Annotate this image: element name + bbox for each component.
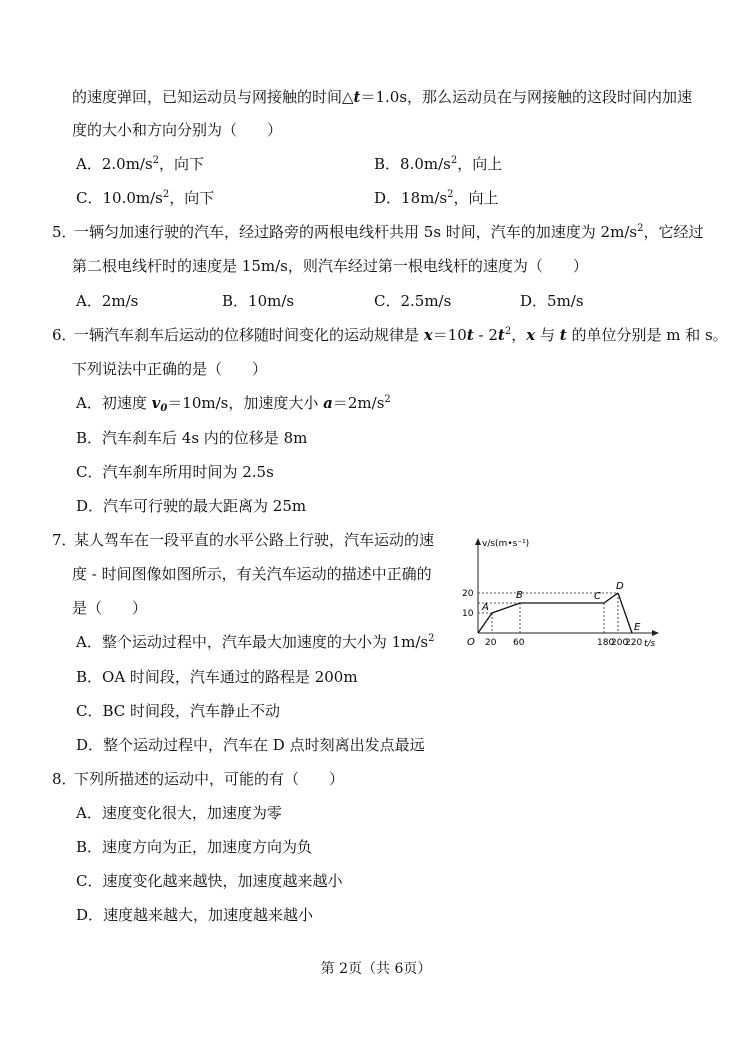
- point-label: E: [634, 622, 641, 633]
- q6-option-c[interactable]: C．汽车刹车所用时间为 2.5s: [76, 463, 274, 481]
- x-tick-label: 180: [597, 638, 615, 648]
- x-tick-label: 20: [485, 638, 497, 648]
- q6-text-line1: 6．一辆汽车刹车后运动的位移随时间变化的运动规律是 $x=10t - 2t^2$，x 与 t 的单位分别是 m 和 s。: [52, 326, 728, 344]
- q8-text-line1: 8．下列所描述的运动中，可能的有（ ）: [52, 770, 345, 788]
- point-label: C: [594, 591, 601, 602]
- q7-option-a[interactable]: A．整个运动过程中，汽车最大加速度的大小为 $1m/s^2$: [76, 633, 435, 651]
- x-tick-label: 60: [513, 638, 525, 648]
- origin-label: O: [467, 637, 475, 648]
- q6-option-a[interactable]: A．初速度 $v_0=10m/s$，加速度大小 $a=2m/s^2$: [76, 394, 391, 414]
- series-segment: [618, 593, 632, 633]
- q4-text-line2: 度的大小和方向分别为（ ）: [72, 121, 283, 139]
- q7-option-c[interactable]: C．BC 时间段，汽车静止不动: [76, 702, 281, 720]
- q6-option-d[interactable]: D．汽车可行驶的最大距离为 25m: [76, 497, 307, 515]
- vt-graph: [460, 528, 660, 656]
- y-axis-label: v/s(m•s⁻¹): [482, 539, 530, 549]
- x-axis-label: t/s: [644, 639, 656, 649]
- q5-text-line2: 第二根电线杆时的速度是 15m/s，则汽车经过第一根电线杆的速度为（ ）: [72, 257, 588, 275]
- q4-option-c[interactable]: C．$10.0m/s^2$，向下: [76, 189, 215, 207]
- page-footer: 第 2页（共 6页）: [320, 961, 432, 977]
- x-tick-label: 220: [625, 638, 643, 648]
- q7-text-line2: 度 - 时间图像如图所示，有关汽车运动的描述中正确的: [72, 565, 432, 583]
- q8-option-b[interactable]: B．速度方向为正，加速度方向为负: [76, 838, 313, 856]
- q7-text-line1: 7．某人驾车在一段平直的水平公路上行驶，汽车运动的速: [52, 531, 435, 549]
- point-label: A: [482, 602, 489, 613]
- q4-text-line1: 的速度弹回，已知运动员与网接触的时间△t＝1.0s，那么运动员在与网接触的这段时间内加速: [72, 88, 693, 106]
- q6-text-line2: 下列说法中正确的是（ ）: [72, 360, 268, 378]
- q7-option-b[interactable]: B．OA 时间段，汽车通过的路程是 200m: [76, 668, 358, 686]
- q5-option-b[interactable]: B．10m/s: [222, 292, 295, 310]
- q8-option-d[interactable]: D．速度越来越大，加速度越来越小: [76, 906, 314, 924]
- q7-text-line3: 是（ ）: [72, 599, 148, 617]
- x-tick-label: 200: [611, 638, 629, 648]
- series-segment: [604, 593, 618, 603]
- q5-text-line1: 5．一辆匀加速行驶的汽车，经过路旁的两根电线杆共用 5s 时间，汽车的加速度为 $2m/s^2$，它经过: [52, 223, 704, 241]
- x-axis-arrow: [652, 630, 659, 636]
- q4-option-d[interactable]: D．$18m/s^2$，向上: [374, 189, 499, 207]
- q5-option-d[interactable]: D．5m/s: [520, 292, 584, 310]
- y-tick-label: 20: [462, 589, 474, 599]
- q4-option-b[interactable]: B．$8.0m/s^2$，向上: [374, 155, 503, 173]
- point-label: B: [516, 590, 523, 601]
- q8-option-c[interactable]: C．速度变化越来越快，加速度越来越小: [76, 872, 343, 890]
- y-axis-arrow: [475, 538, 481, 545]
- q5-option-a[interactable]: A．2m/s: [76, 292, 139, 310]
- series-segment: [492, 603, 520, 613]
- y-tick-label: 10: [462, 609, 474, 619]
- q6-option-b[interactable]: B．汽车刹车后 4s 内的位移是 8m: [76, 429, 308, 447]
- q7-option-d[interactable]: D．整个运动过程中，汽车在 D 点时刻离出发点最远: [76, 736, 425, 754]
- point-label: D: [616, 581, 624, 592]
- q4-option-a[interactable]: A．$2.0m/s^2$，向下: [76, 155, 205, 173]
- series-segment: [478, 613, 492, 633]
- q8-option-a[interactable]: A．速度变化很大，加速度为零: [76, 804, 282, 822]
- q5-option-c[interactable]: C．2.5m/s: [374, 292, 452, 310]
